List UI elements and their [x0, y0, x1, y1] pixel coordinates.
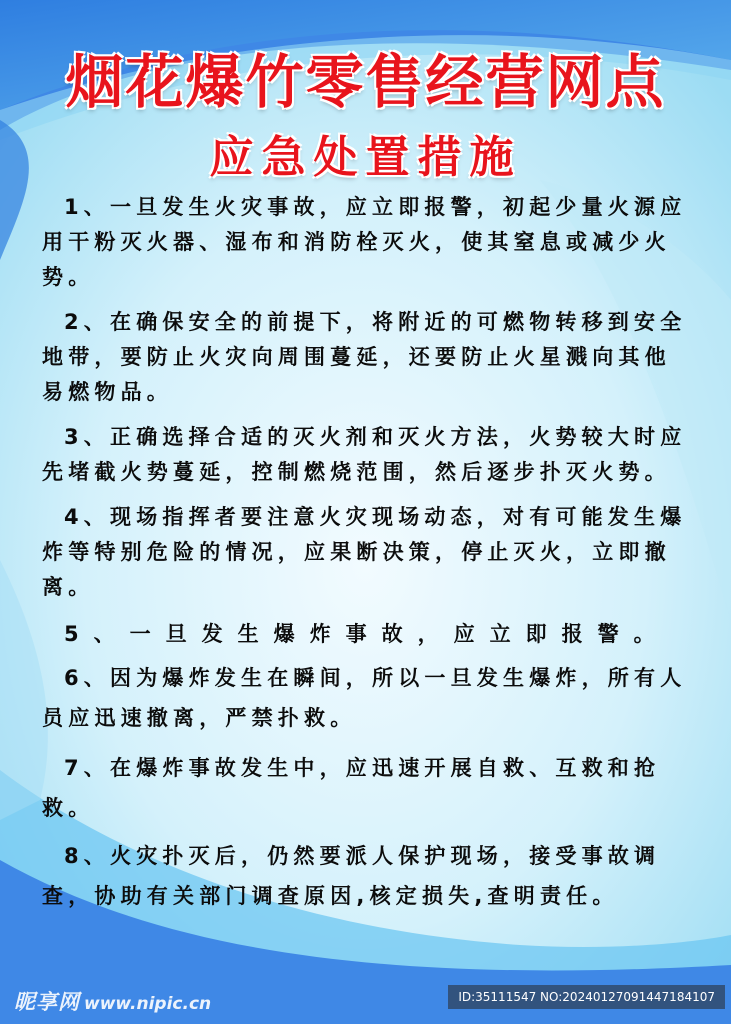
measures-list: [42, 190, 694, 916]
title-block: [0, 40, 731, 188]
measure-item-7: 7、在爆炸事故发生中，应迅速开展自救、互救和抢救。: [42, 756, 661, 820]
poster-subtitle: 应急处置措施: [209, 132, 522, 183]
measure-item-2: 2、在确保安全的前提下，将附近的可燃物转移到安全地带，要防止火灾向周围蔓延，还要防止火星溅向其他易燃物品。: [42, 310, 687, 404]
watermark-site: www.nipic.cn: [84, 994, 212, 1014]
watermark-brand: 昵享网: [14, 990, 80, 1014]
watermark-id: ID:35111547 NO:20240127091447184107: [448, 985, 725, 1009]
measure-item-1: 1、一旦发生火灾事故，应立即报警，初起少量火源应用干粉灭火器、湿布和消防栓灭火，使其窒息或减少火势。: [42, 195, 687, 289]
measure-item-3: 3、正确选择合适的灭火剂和灭火方法，火势较大时应先堵截火势蔓延，控制燃烧范围，然后逐步扑灭火势。: [42, 425, 687, 484]
measure-item-6: 6、因为爆炸发生在瞬间，所以一旦发生爆炸，所有人员应迅速撤离，严禁扑救。: [42, 666, 687, 730]
watermark-logo: [14, 986, 211, 1016]
poster-title: 烟花爆竹零售经营网点: [65, 48, 666, 116]
measure-item-5: 5、一旦发生爆炸事故，应立即报警。: [64, 622, 670, 646]
measure-item-4: 4、现场指挥者要注意火灾现场动态，对有可能发生爆炸等特别危险的情况，应果断决策，停止灭火，立即撤离。: [42, 505, 687, 599]
measure-item-8: 8、火灾扑灭后，仍然要派人保护现场，接受事故调查，协助有关部门调查原因,核定损失,查明责任。: [42, 844, 661, 908]
